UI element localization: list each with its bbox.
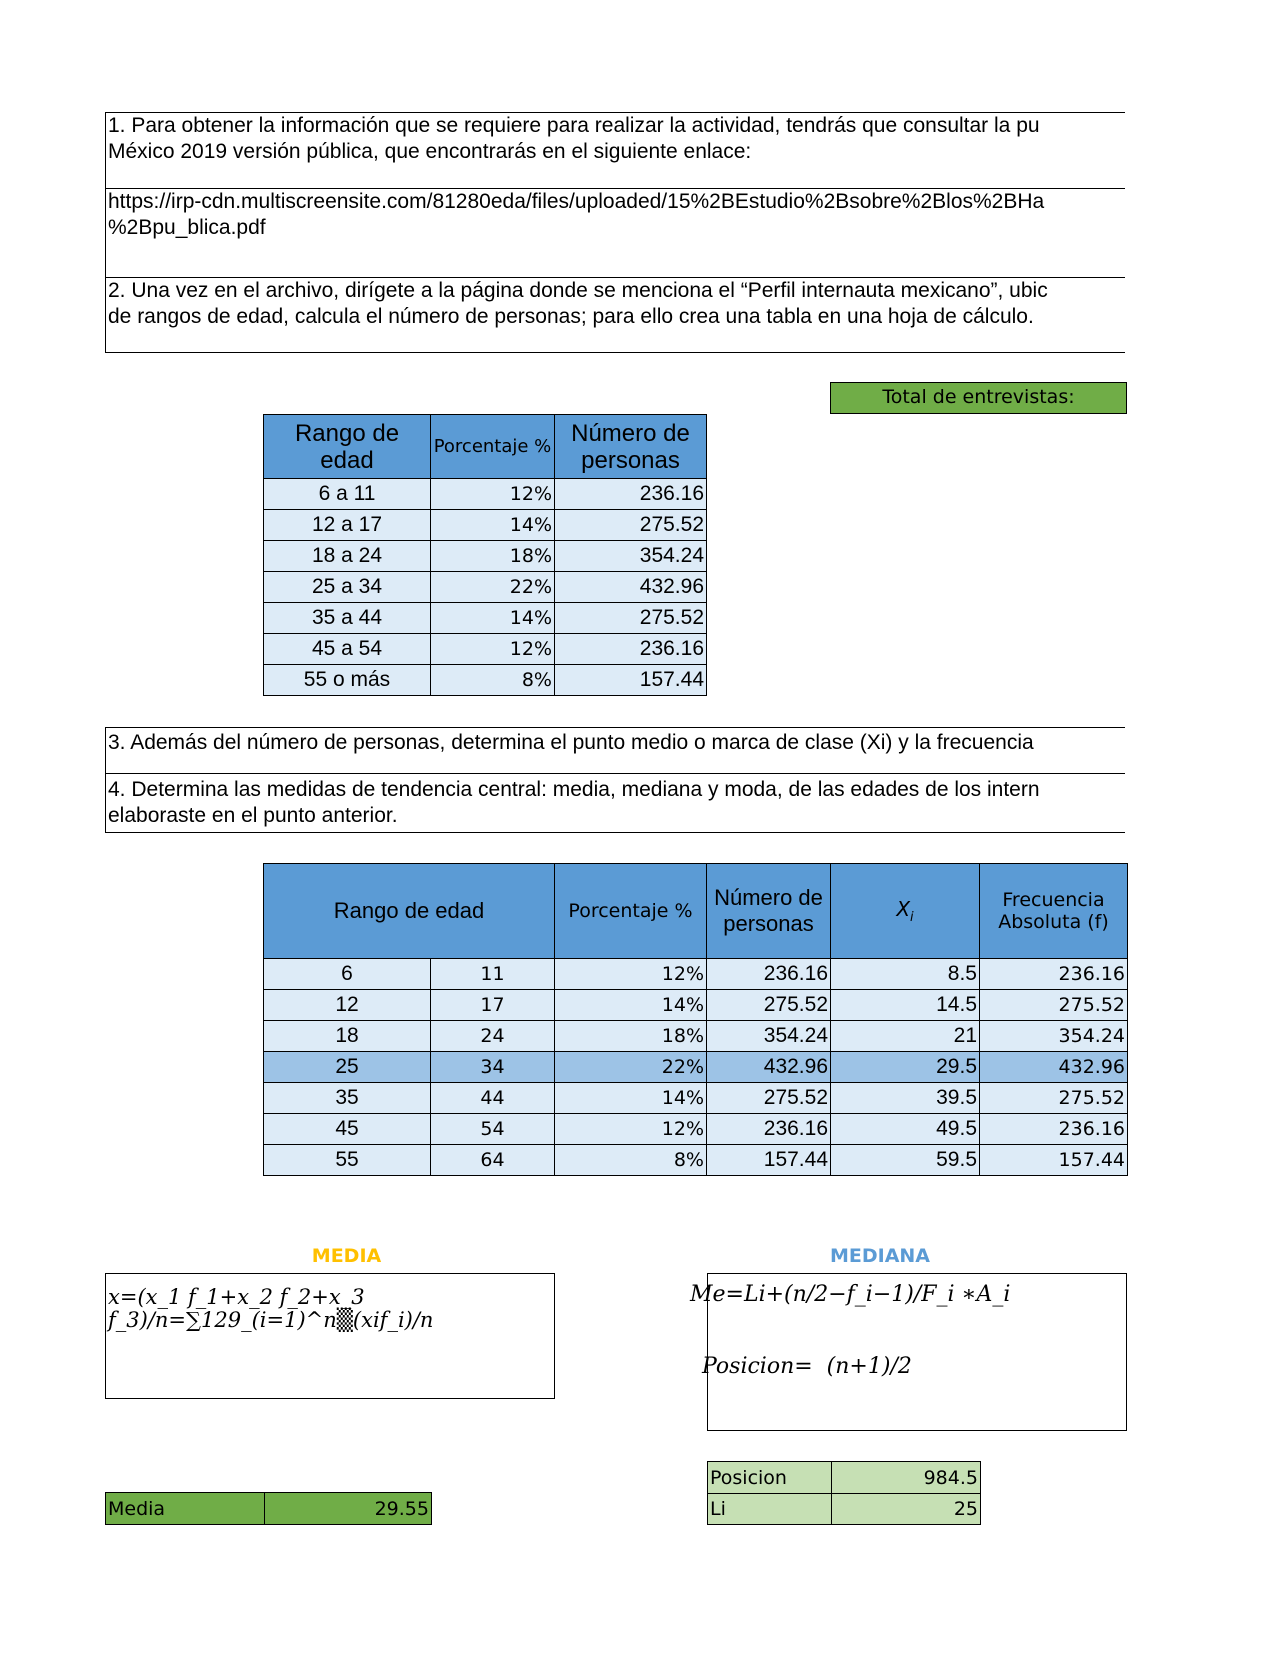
instruction-step-3 bbox=[105, 727, 1125, 775]
cell-xi: 21 bbox=[831, 1021, 980, 1052]
cell-porcentaje: 18% bbox=[555, 1021, 707, 1052]
cell-rango: 35 a 44 bbox=[264, 603, 431, 634]
cell-porcentaje: 14% bbox=[555, 990, 707, 1021]
t2-header-rango: Rango de edad bbox=[264, 864, 555, 959]
cell-numero: 236.16 bbox=[707, 1114, 831, 1145]
table-row bbox=[264, 634, 707, 665]
cell-to: 17 bbox=[431, 990, 555, 1021]
cell-porcentaje: 8% bbox=[431, 665, 555, 696]
cell-from: 55 bbox=[264, 1145, 431, 1176]
cell-frecuencia: 236.16 bbox=[980, 959, 1128, 990]
instruction-step-3-line1: 3. Además del número de personas, determina el punto medio o marca de clase (Xi) y la frecuencia bbox=[108, 731, 1034, 754]
cell-numero: 236.16 bbox=[707, 959, 831, 990]
instruction-step-4 bbox=[105, 773, 1125, 833]
media-label: Media bbox=[106, 1493, 265, 1525]
link-line2[interactable]: %2Bpu_blica.pdf bbox=[108, 216, 266, 239]
instruction-step-4-line2: elaboraste en el punto anterior. bbox=[108, 804, 398, 827]
cell-xi: 59.5 bbox=[831, 1145, 980, 1176]
total-interviews-label: Total de entrevistas: bbox=[830, 382, 1127, 414]
cell-numero: 275.52 bbox=[555, 603, 707, 634]
table-row bbox=[264, 665, 707, 696]
cell-numero: 275.52 bbox=[555, 510, 707, 541]
cell-rango: 18 a 24 bbox=[264, 541, 431, 572]
cell-numero: 432.96 bbox=[707, 1052, 831, 1083]
cell-to: 11 bbox=[431, 959, 555, 990]
cell-frecuencia: 432.96 bbox=[980, 1052, 1128, 1083]
cell-to: 24 bbox=[431, 1021, 555, 1052]
cell-porcentaje: 14% bbox=[431, 510, 555, 541]
cell-numero: 236.16 bbox=[555, 634, 707, 665]
instruction-link[interactable] bbox=[105, 188, 1125, 278]
table-row bbox=[264, 510, 707, 541]
cell-frecuencia: 354.24 bbox=[980, 1021, 1128, 1052]
cell-frecuencia: 157.44 bbox=[980, 1145, 1128, 1176]
table-row bbox=[264, 1083, 1128, 1114]
mediana-result-table bbox=[707, 1461, 981, 1525]
cell-porcentaje: 18% bbox=[431, 541, 555, 572]
cell-numero: 354.24 bbox=[707, 1021, 831, 1052]
cell-porcentaje: 12% bbox=[431, 479, 555, 510]
instruction-step-2-line1: 2. Una vez en el archivo, dirígete a la página donde se menciona el “Perfil internauta mexicano”, ubic bbox=[108, 279, 1048, 302]
cell-numero: 236.16 bbox=[555, 479, 707, 510]
cell-porcentaje: 12% bbox=[555, 959, 707, 990]
cell-rango: 12 a 17 bbox=[264, 510, 431, 541]
t2-header-xi: $X_i$ bbox=[831, 864, 980, 959]
posicion-label: Posicion bbox=[708, 1462, 832, 1494]
cell-from: 35 bbox=[264, 1083, 431, 1114]
cell-xi: 39.5 bbox=[831, 1083, 980, 1114]
cell-numero: 157.44 bbox=[555, 665, 707, 696]
instruction-step-4-line1: 4. Determina las medidas de tendencia central: media, mediana y moda, de las edades de los intern bbox=[108, 778, 1040, 801]
cell-frecuencia: 236.16 bbox=[980, 1114, 1128, 1145]
instruction-step-2 bbox=[105, 277, 1125, 353]
table-row bbox=[264, 1021, 1128, 1052]
cell-xi: 8.5 bbox=[831, 959, 980, 990]
table-row bbox=[264, 1145, 1128, 1176]
cell-porcentaje: 22% bbox=[555, 1052, 707, 1083]
cell-frecuencia: 275.52 bbox=[980, 1083, 1128, 1114]
media-value: 29.55 bbox=[265, 1493, 432, 1525]
mediana-formula: Me=Li+(n/2−f_i−1)/F_i ∗A_i bbox=[690, 1282, 1011, 1307]
table-row bbox=[264, 1052, 1128, 1083]
cell-from: 6 bbox=[264, 959, 431, 990]
table-row bbox=[264, 1114, 1128, 1145]
header-porcentaje: Porcentaje % bbox=[431, 415, 555, 479]
header-rango: Rango de edad bbox=[264, 415, 431, 479]
cell-to: 44 bbox=[431, 1083, 555, 1114]
cell-xi: 29.5 bbox=[831, 1052, 980, 1083]
cell-to: 54 bbox=[431, 1114, 555, 1145]
table-row bbox=[264, 990, 1128, 1021]
mediana-formula-box bbox=[690, 1273, 1127, 1431]
mediana-title: MEDIANA bbox=[829, 1245, 931, 1267]
age-range-table bbox=[263, 414, 707, 696]
cell-rango: 45 a 54 bbox=[264, 634, 431, 665]
cell-porcentaje: 14% bbox=[555, 1083, 707, 1114]
cell-porcentaje: 22% bbox=[431, 572, 555, 603]
cell-porcentaje: 12% bbox=[555, 1114, 707, 1145]
cell-numero: 354.24 bbox=[555, 541, 707, 572]
cell-numero: 275.52 bbox=[707, 990, 831, 1021]
posicion-value: 984.5 bbox=[832, 1462, 981, 1494]
frequency-table bbox=[263, 863, 1128, 1176]
cell-from: 45 bbox=[264, 1114, 431, 1145]
cell-to: 64 bbox=[431, 1145, 555, 1176]
cell-rango: 55 o más bbox=[264, 665, 431, 696]
instruction-step-1-line2: México 2019 versión pública, que encontrarás en el siguiente enlace: bbox=[108, 140, 752, 163]
table-row bbox=[264, 541, 707, 572]
cell-porcentaje: 8% bbox=[555, 1145, 707, 1176]
cell-rango: 6 a 11 bbox=[264, 479, 431, 510]
media-title: MEDIA bbox=[311, 1245, 382, 1267]
cell-frecuencia: 275.52 bbox=[980, 990, 1128, 1021]
cell-xi: 14.5 bbox=[831, 990, 980, 1021]
li-label: Li bbox=[708, 1494, 832, 1525]
table-row bbox=[264, 479, 707, 510]
link-line1[interactable]: https://irp-cdn.multiscreensite.com/81280eda/files/uploaded/15%2BEstudio%2Bsobre%2Blos%2BHa bbox=[108, 190, 1045, 213]
instruction-step-1-line1: 1. Para obtener la información que se requiere para realizar la actividad, tendrás que consultar la pu bbox=[108, 114, 1040, 137]
cell-from: 18 bbox=[264, 1021, 431, 1052]
t2-header-porcentaje: Porcentaje % bbox=[555, 864, 707, 959]
t2-header-numero: Número de personas bbox=[707, 864, 831, 959]
table-row bbox=[264, 959, 1128, 990]
t2-header-frecuencia: Frecuencia Absoluta (f) bbox=[980, 864, 1128, 959]
li-value: 25 bbox=[832, 1494, 981, 1525]
media-result-table bbox=[105, 1492, 432, 1525]
table-row bbox=[264, 572, 707, 603]
cell-porcentaje: 12% bbox=[431, 634, 555, 665]
cell-porcentaje: 14% bbox=[431, 603, 555, 634]
cell-xi: 49.5 bbox=[831, 1114, 980, 1145]
media-formula-box bbox=[105, 1273, 555, 1399]
table-row bbox=[264, 603, 707, 634]
posicion-formula: Posicion= (n+1)/2 bbox=[702, 1354, 912, 1379]
media-formula-line2: f_3)/n=∑129_(i=1)^n▒(xif_i)/n bbox=[108, 1308, 434, 1332]
cell-from: 25 bbox=[264, 1052, 431, 1083]
cell-to: 34 bbox=[431, 1052, 555, 1083]
cell-numero: 275.52 bbox=[707, 1083, 831, 1114]
cell-numero: 157.44 bbox=[707, 1145, 831, 1176]
cell-rango: 25 a 34 bbox=[264, 572, 431, 603]
instruction-step-2-line2: de rangos de edad, calcula el número de personas; para ello crea una tabla en una hoja de cálculo. bbox=[108, 305, 1034, 328]
instruction-step-1 bbox=[105, 112, 1125, 190]
media-formula-line1: x=(x_1 f_1+x_2 f_2+x_3 bbox=[108, 1285, 365, 1309]
header-numero: Número de personas bbox=[555, 415, 707, 479]
cell-numero: 432.96 bbox=[555, 572, 707, 603]
cell-from: 12 bbox=[264, 990, 431, 1021]
